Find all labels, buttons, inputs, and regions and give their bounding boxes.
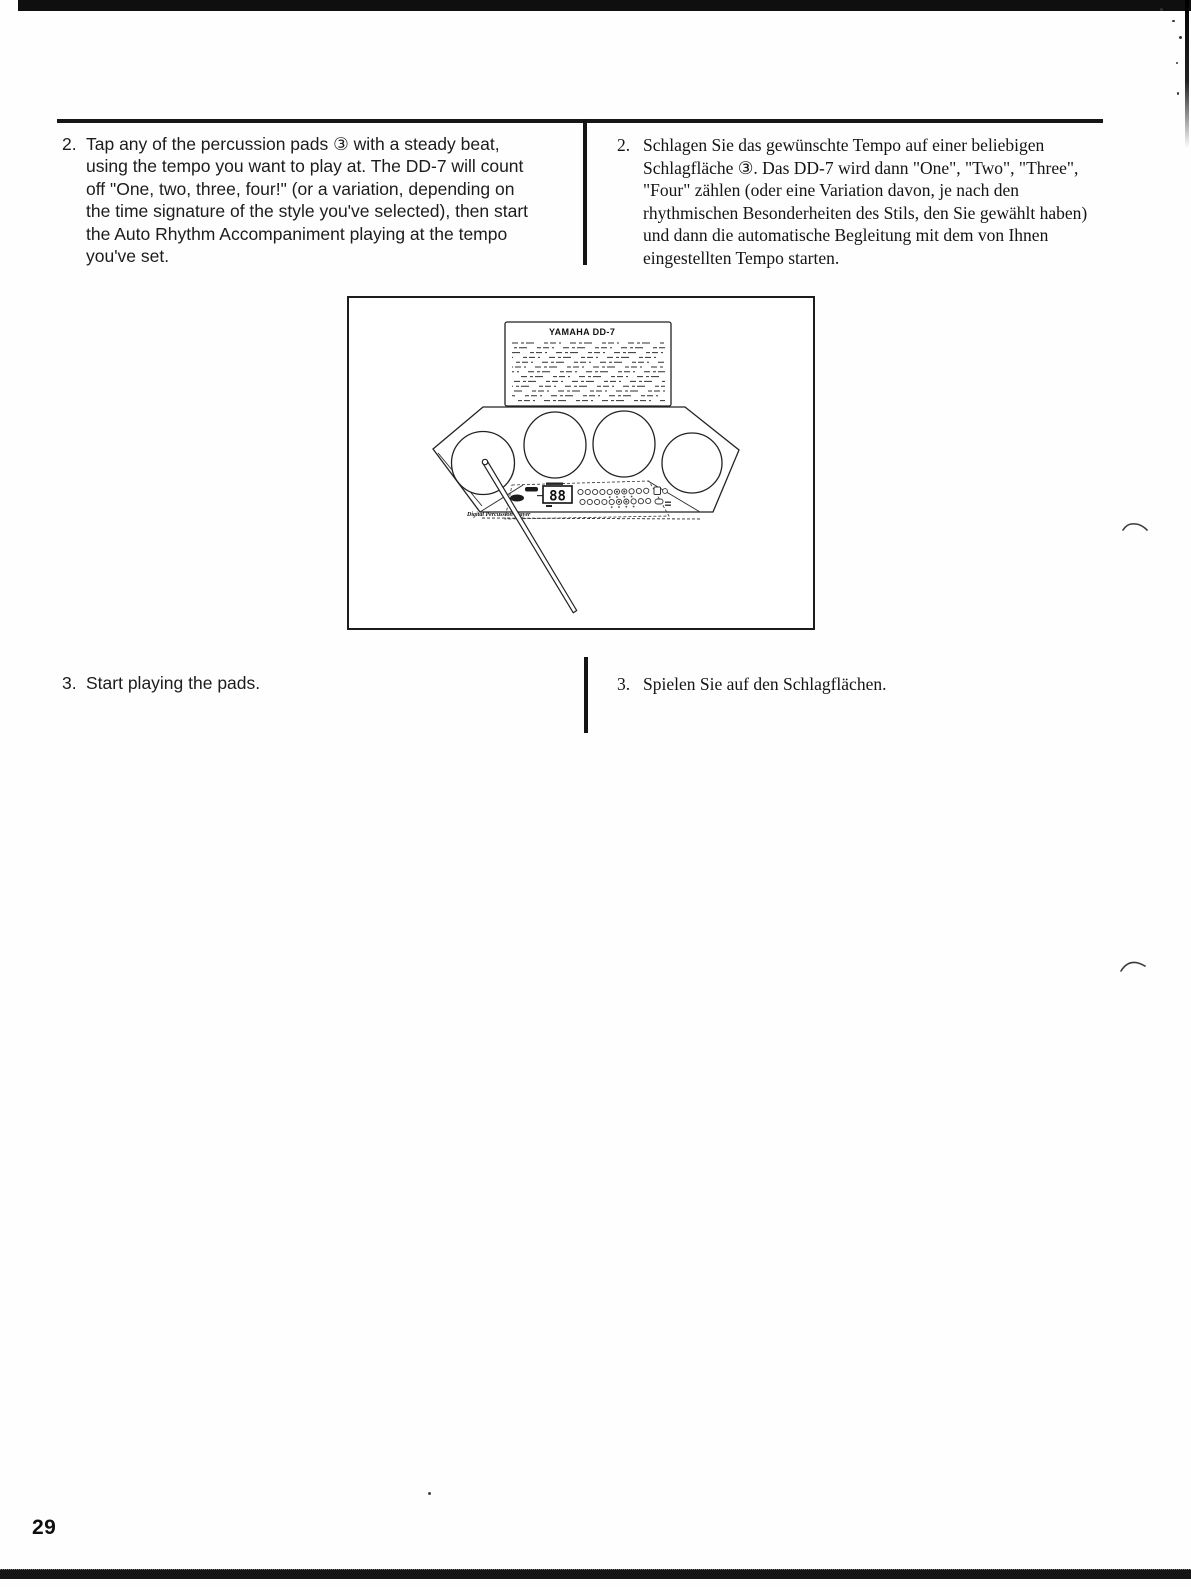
column-divider-top (583, 119, 587, 265)
instruction-line: you've set. (86, 246, 170, 267)
instruction-line: Tap any of the percussion pads ③ with a steady beat, (86, 134, 500, 154)
scan-streak (1185, 0, 1189, 148)
dd7-device-illustration (349, 298, 813, 628)
panel-caption: Digital Percussion Player (467, 512, 531, 518)
tempo-display (543, 483, 572, 508)
drum-pad-2 (524, 412, 586, 478)
instruction-line: und dann die automatische Begleitung mit dem von Ihnen (643, 225, 1049, 246)
drum-pad-3 (593, 411, 655, 477)
instruction-text (86, 133, 528, 267)
scan-speck (1160, 8, 1163, 11)
instruction-line: off "One, two, three, four!" (or a variation, depending on (86, 178, 515, 199)
display-footer-mark (546, 505, 552, 507)
instruction-line: the time signature of the style you've selected), then start (86, 201, 529, 222)
instruction-text (643, 134, 1087, 270)
scan-speck (1179, 36, 1182, 39)
step-number: 2. (62, 134, 77, 154)
instruction-text: Spielen Sie auf den Schlagflächen. (643, 674, 887, 694)
section-rule (57, 119, 1103, 123)
scan-speck (1177, 92, 1179, 95)
display-value: 88 (549, 488, 566, 505)
scan-dot (428, 1492, 431, 1495)
instruction-line: "Four" zählen (oder eine Variation davon, je nach den (643, 180, 1019, 201)
instruction-text: Start playing the pads. (86, 673, 261, 693)
scan-squiggle-2 (1120, 960, 1147, 973)
scan-speck (1176, 62, 1178, 64)
yamaha-logo-mark (525, 487, 538, 492)
bottom-edge-bar (0, 1569, 1191, 1579)
scan-speck (1172, 20, 1175, 22)
instruction-line: using the tempo you want to play at. The DD-7 will count (86, 156, 524, 177)
instruction-line: the Auto Rhythm Accompaniment playing at the tempo (86, 223, 508, 244)
device-logo: YAMAHA DD-7 (549, 327, 616, 337)
step-number: 3. (62, 673, 77, 693)
illustration-frame (347, 296, 815, 630)
instruction-line: rhythmischen Besonderheiten des Stils, den Sie gewählt haben) (643, 202, 1088, 223)
step-number: 2. (617, 135, 631, 155)
column-divider-bottom (584, 657, 588, 733)
drumstick-tip (482, 459, 487, 464)
instruction-line: Schlagen Sie das gewünschte Tempo auf einer beliebigen (643, 135, 1045, 155)
top-edge-bar (18, 0, 1191, 11)
instruction-line: Schlagfläche ③. Das DD-7 wird dann "One", "Two", "Three", (643, 157, 1079, 178)
scan-squiggle-1 (1122, 521, 1149, 532)
display-label-mark (546, 483, 563, 485)
drum-pad-4 (662, 433, 722, 493)
step-number: 3. (617, 674, 631, 694)
instruction-line: eingestellten Tempo starten. (643, 247, 840, 268)
panel-button-cluster (510, 495, 524, 502)
song-chart-card (505, 322, 671, 406)
page-number: 29 (32, 1516, 57, 1539)
